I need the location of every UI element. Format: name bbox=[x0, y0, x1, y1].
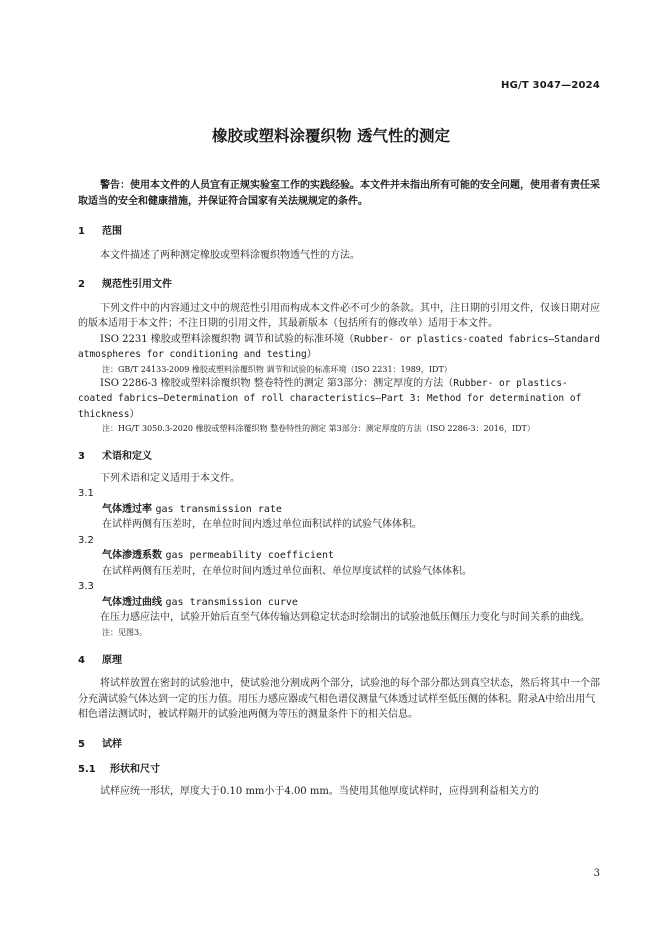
page-title: 橡胶或塑料涂覆织物 透气性的测定 bbox=[212, 127, 450, 145]
section-2-heading: 2 规范性引用文件 bbox=[78, 279, 172, 290]
section-5-1-text: 试样应统一形状，厚度大于0.10 mm小于4.00 mm。当使用其他厚度试样时，应得到利益相关方的 bbox=[100, 785, 539, 797]
term-3-1-definition: 在试样两侧有压差时，在单位时间内透过单位面积试样的试验气体体积。 bbox=[102, 519, 422, 530]
section-5-1-heading: 5.1 形状和尺寸 bbox=[78, 764, 160, 775]
section-3-intro: 下列术语和定义适用于本文件。 bbox=[100, 472, 240, 484]
section-4-heading: 4 原理 bbox=[78, 654, 122, 666]
term-3-1: 气体透过率 gas transmission rate bbox=[102, 503, 282, 515]
page-number: 3 bbox=[593, 868, 600, 879]
section-1-text: 本文件描述了两种测定橡胶或塑料涂覆织物透气性的方法。 bbox=[100, 249, 360, 261]
reference-iso-2231: ISO 2231 橡胶或塑料涂覆织物 调节和试验的标准环境（Rubber- or plastics-coated fabrics—Standard atmospheres for conditioning and testing） bbox=[78, 333, 600, 360]
section-3-heading: 3 术语和定义 bbox=[78, 451, 152, 462]
section-2-intro: 下列文件中的内容通过文中的规范性引用而构成本文件必不可少的条款。其中，注日期的引用文件，仅该日期对应的版本适用于本文件；不注日期的引用文件，其最新版本（包括所有的修改单）适用于本文件。 bbox=[78, 302, 600, 329]
term-3-3-note: 注：见图3。 bbox=[102, 627, 148, 637]
term-3-2-number: 3.2 bbox=[78, 534, 94, 546]
note-hgt-3050: 注：HG/T 3050.3-2020 橡胶或塑料涂覆织物 整卷特性的测定 第3部分：测定厚度的方法（ISO 2286-3：2016，IDT） bbox=[102, 424, 535, 433]
note-gbt-24133: 注：GB/T 24133-2009 橡胶或塑料涂覆织物 调节和试验的标准环境（ISO 2231：1989，IDT） bbox=[102, 364, 452, 374]
reference-iso-2286-3: ISO 2286-3 橡胶或塑料涂覆织物 整卷特性的测定 第3部分：测定厚度的方法（Rubber- or plastics-coated fabrics—Determination of roll characteristics—Part 3: Method for determination of thickness） bbox=[78, 377, 582, 420]
term-3-3-definition: 在压力感应法中，试验开始后直至气体传输达到稳定状态时绘制出的试验池低压侧压力变化与时间关系的曲线。 bbox=[100, 612, 590, 623]
section-1-heading: 1 范围 bbox=[78, 226, 122, 237]
term-3-2-definition: 在试样两侧有压差时，在单位时间内透过单位面积、单位厚度试样的试验气体体积。 bbox=[102, 565, 472, 577]
term-3-3-number: 3.3 bbox=[78, 581, 94, 592]
term-3-1-number: 3.1 bbox=[78, 488, 94, 499]
section-5-heading: 5 试样 bbox=[78, 738, 122, 750]
section-4-text: 将试样放置在密封的试验池中，使试验池分割成两个部分，试验池的每个部分都达到真空状态，然后将其中一个部分充满试验气体达到一定的压力值。用压力感应器或气相色谱仪测量气体透过试样至低压侧的体积。附录A中给出用气相色谱法测试时，被试样隔开的试验池两侧为等压的测量条件下的相关信息。 bbox=[78, 678, 600, 720]
term-3-3: 气体透过曲线 gas transmission curve bbox=[102, 596, 298, 608]
document-body bbox=[78, 178, 600, 799]
standard-code: HG/T 3047—2024 bbox=[501, 80, 600, 91]
term-3-2: 气体渗透系数 gas permeability coefficient bbox=[102, 550, 335, 561]
warning-text: 警告：使用本文件的人员宜有正规实验室工作的实践经验。本文件并未指出所有可能的安全问题，使用者有责任采取适当的安全和健康措施，并保证符合国家有关法规规定的条件。 bbox=[78, 180, 600, 207]
